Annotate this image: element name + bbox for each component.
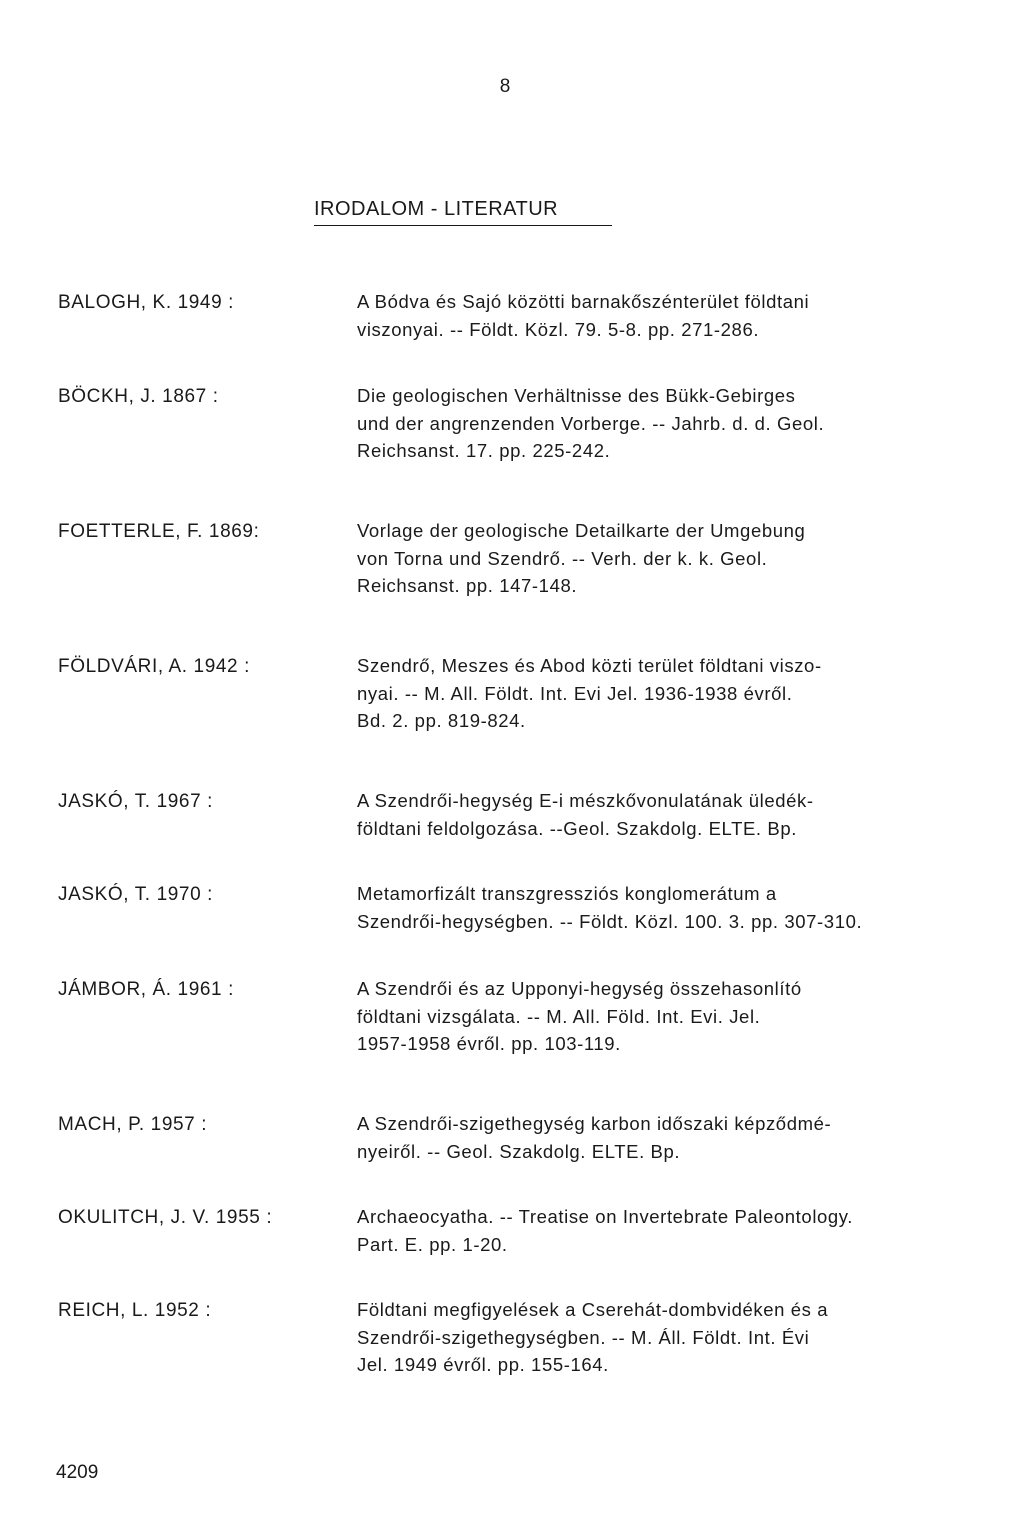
- reference-line: 1957-1958 évről. pp. 103-119.: [357, 1033, 621, 1054]
- reference-line: und der angrenzenden Vorberge. -- Jahrb. d. d. Geol.: [357, 412, 825, 434]
- reference-text: [357, 979, 997, 1062]
- reference-author: MACH, P. 1957 :: [58, 1114, 208, 1135]
- reference-line: Jel. 1949 évről. pp. 155-164.: [357, 1354, 609, 1375]
- reference-author: REICH, L. 1952 :: [58, 1300, 212, 1321]
- reference-author: FÖLDVÁRI, A. 1942 :: [58, 656, 250, 677]
- reference-line: Vorlage der geologische Detailkarte der Umgebung: [357, 520, 806, 541]
- reference-text: [357, 521, 997, 604]
- reference-text: [357, 1207, 997, 1262]
- title-underline: [314, 225, 612, 226]
- reference-text: [357, 292, 997, 347]
- reference-line: Part. E. pp. 1-20.: [357, 1233, 508, 1255]
- reference-line: von Torna und Szendrő. -- Verh. der k. k. Geol.: [357, 547, 768, 569]
- reference-line: A Bódva és Sajó közötti barnakőszénterület földtani: [357, 291, 810, 312]
- reference-line: viszonyai. -- Földt. Közl. 79. 5-8. pp. 271-286.: [357, 318, 760, 340]
- reference-text: [357, 884, 997, 939]
- reference-line: nyeiről. -- Geol. Szakdolg. ELTE. Bp.: [357, 1140, 681, 1162]
- reference-line: Reichsanst. pp. 147-148.: [357, 575, 578, 596]
- reference-line: földtani vizsgálata. -- M. All. Föld. Int. Evi. Jel.: [357, 1005, 761, 1027]
- reference-line: Archaeocyatha. -- Treatise on Invertebrate Paleontology.: [357, 1206, 854, 1227]
- reference-line: A Szendrői és az Upponyi-hegység összehasonlító: [357, 978, 802, 999]
- reference-author: FOETTERLE, F. 1869:: [58, 521, 260, 542]
- reference-text: [357, 1300, 997, 1383]
- reference-line: Szendrői-szigethegységben. -- M. Áll. Földt. Int. Évi: [357, 1326, 810, 1348]
- reference-line: Szendrői-hegységben. -- Földt. Közl. 100. 3. pp. 307-310.: [357, 910, 863, 932]
- reference-text: [357, 386, 997, 469]
- reference-author: BALOGH, K. 1949 :: [58, 292, 235, 313]
- reference-author: OKULITCH, J. V. 1955 :: [58, 1207, 273, 1228]
- reference-author: JASKÓ, T. 1967 :: [58, 791, 213, 812]
- reference-line: Bd. 2. pp. 819-824.: [357, 710, 526, 731]
- reference-text: [357, 791, 997, 846]
- reference-line: Szendrő, Meszes és Abod közti terület földtani viszo-: [357, 655, 822, 676]
- reference-line: A Szendrői-szigethegység karbon időszaki képződmé-: [357, 1113, 832, 1134]
- page-number: 8: [499, 76, 511, 97]
- reference-line: A Szendrői-hegység E-i mészkővonulatának üledék-: [357, 790, 814, 811]
- reference-text: [357, 656, 997, 739]
- reference-line: Metamorfizált transzgressziós konglomerátum a: [357, 883, 777, 904]
- reference-line: nyai. -- M. All. Földt. Int. Evi Jel. 1936-1938 évről.: [357, 682, 793, 704]
- reference-author: JASKÓ, T. 1970 :: [58, 884, 213, 905]
- reference-line: Reichsanst. 17. pp. 225-242.: [357, 440, 611, 461]
- reference-author: BÖCKH, J. 1867 :: [58, 386, 219, 407]
- reference-line: földtani feldolgozása. --Geol. Szakdolg. ELTE. Bp.: [357, 817, 797, 839]
- reference-line: Földtani megfigyelések a Cserehát-dombvidéken és a: [357, 1299, 829, 1320]
- footer-code: 4209: [56, 1462, 99, 1483]
- reference-author: JÁMBOR, Á. 1961 :: [58, 979, 234, 1000]
- reference-line: Die geologischen Verhältnisse des Bükk-Gebirges: [357, 385, 796, 406]
- section-title: IRODALOM - LITERATUR: [314, 198, 559, 220]
- reference-text: [357, 1114, 997, 1169]
